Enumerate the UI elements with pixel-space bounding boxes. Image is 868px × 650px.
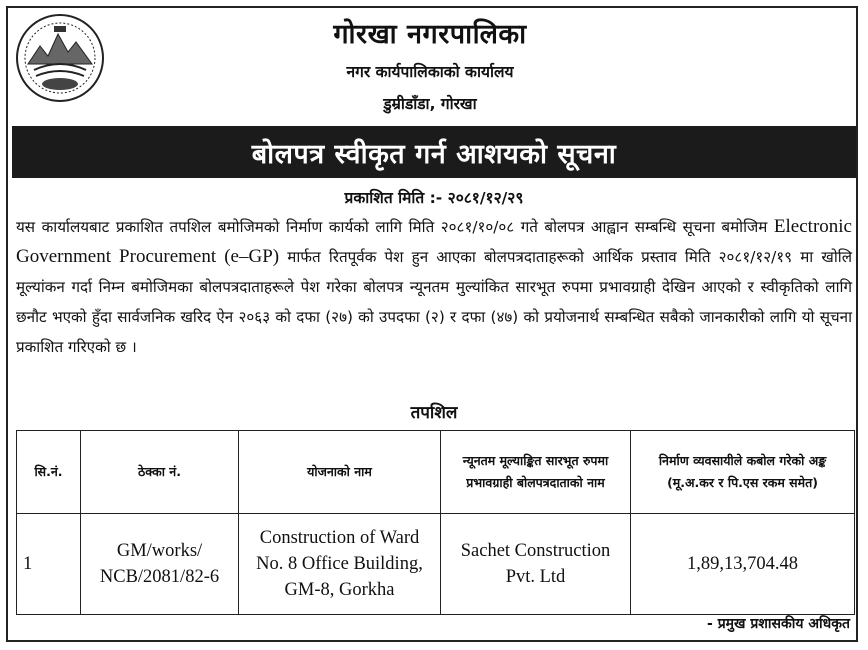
details-table xyxy=(16,430,855,615)
notice-body-english: Electronic Government Procurement (e–GP) xyxy=(16,216,852,267)
cell-sn: 1 xyxy=(17,514,81,615)
cell-bidder: Sachet Construction Pvt. Ltd xyxy=(441,514,631,615)
column-header-sn: सि.नं. xyxy=(17,431,81,514)
table-row xyxy=(17,514,855,615)
notice-body-part1: यस कार्यालयबाट प्रकाशित तपशिल बमोजिमको निर्माण कार्यको लागि मिति २०८१/१०/०८ गते बोलपत्र आह्वान सम्बन्धि सूचना बमोजिम xyxy=(16,218,774,236)
column-header-project: योजनाको नाम xyxy=(239,431,441,514)
cell-contract-no: GM/works/ NCB/2081/82-6 xyxy=(81,514,239,615)
office-name: नगर कार्यपालिकाको कार्यालय xyxy=(346,63,514,81)
municipality-seal-icon xyxy=(14,12,106,104)
office-address: डुम्रीडाँडा, गोरखा xyxy=(383,95,477,113)
notice-title-bar xyxy=(12,126,856,178)
table-heading: तपशिल xyxy=(410,403,458,423)
notice-title: बोलपत्र स्वीकृत गर्न आशयको सूचना xyxy=(251,138,617,170)
column-header-bidder: न्यूनतम मूल्याङ्कित सारभूत रुपमा प्रभावग्राही बोलपत्रदाताको नाम xyxy=(441,431,631,514)
cell-amount: 1,89,13,704.48 xyxy=(631,514,855,615)
signature-line: - प्रमुख प्रशासकीय अधिकृत xyxy=(707,616,850,632)
table-header-row xyxy=(17,431,855,514)
column-header-amount: निर्माण व्यवसायीले कबोल गरेको अङ्क (मू.अ.कर र पि.एस रकम समेत) xyxy=(631,431,855,514)
publish-date: प्रकाशित मिति :- २०८१/१२/२९ xyxy=(344,189,524,207)
organization-name: गोरखा नगरपालिका xyxy=(333,19,527,50)
notice-body xyxy=(16,212,852,362)
column-header-contract-no: ठेक्का नं. xyxy=(81,431,239,514)
cell-project: Construction of Ward No. 8 Office Building, GM-8, Gorkha xyxy=(239,514,441,615)
notice-body-part2: मार्फत रितपूर्वक पेश हुन आएका बोलपत्रदाताहरूको आर्थिक प्रस्ताव मिति २०८१/१२/१९ मा खोलि मूल्यांकन गर्दा निम्न बमोजिमका बोलपत्रदाताहरूले पेश गरेका बोलपत्र न्यूनतम मुल्यांकित सारभूत रुपमा प्रभावग्राही देखिन आएको र स्वीकृतिको लागि छनौट भएको हुँदा सार्वजनिक खरिद ऐन २०६३ को दफा (२७) को उपदफा (२) र दफा (४७) को प्रयोजनार्थ सम्बन्धित सबैको जानकारीको लागि यो सूचना प्रकाशित गरिएको छ । xyxy=(16,248,852,356)
